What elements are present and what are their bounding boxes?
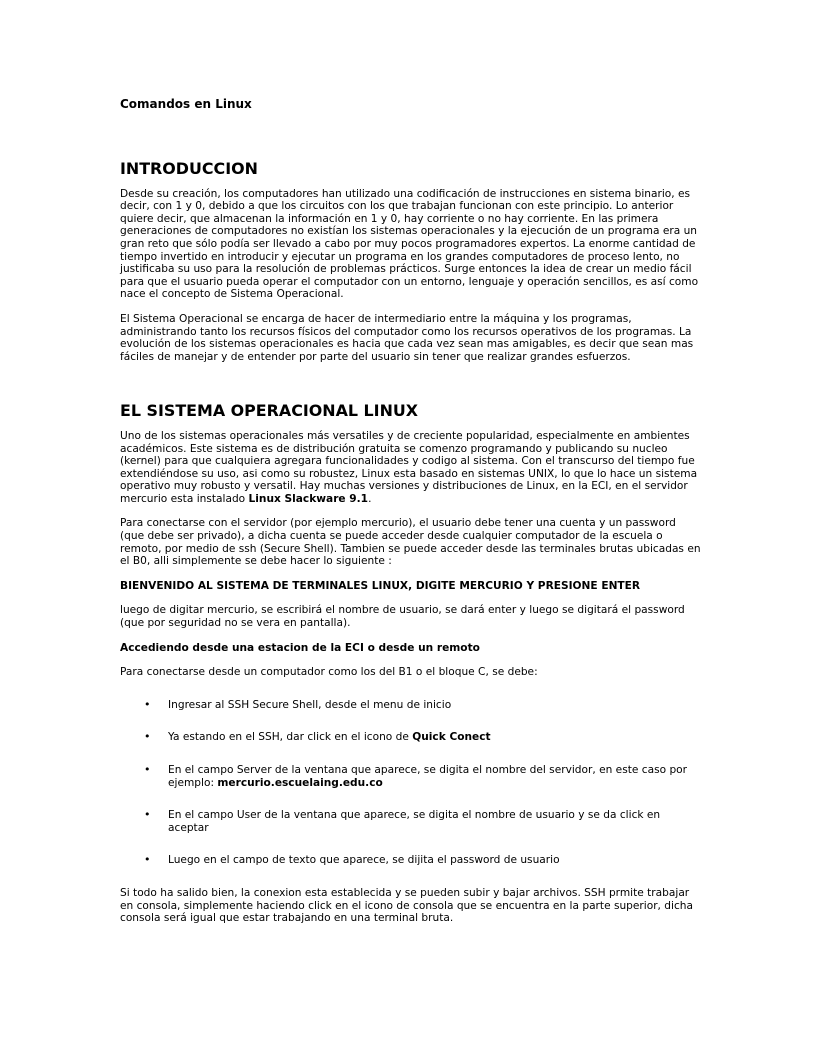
step-3-text: En el campo Server de la ventana que aparece, se digita el nombre del servidor, en este caso por ejemplo: (168, 764, 688, 789)
bullet-icon: • (144, 763, 151, 776)
list-item (120, 699, 702, 712)
list-item (120, 731, 702, 744)
linux-paragraph-1-end: . (368, 492, 372, 505)
server-hostname: mercurio.escuelaing.edu.co (217, 776, 383, 789)
quick-connect-label: Quick Conect (412, 731, 491, 744)
linux-paragraph-3: luego de digitar mercurio, se escribirá el nombre de usuario, se dará enter y luego se digitará el password (que por seguridad no se vera en pantalla). (120, 604, 685, 630)
step-5-text: Luego en el campo de texto que aparece, se dijita el password de usuario (168, 854, 560, 867)
intro-heading: INTRODUCCION (120, 159, 258, 178)
step-2-text: Ya estando en el SSH, dar click en el icono de (168, 731, 413, 744)
step-1-text: Ingresar al SSH Secure Shell, desde el menu de inicio (168, 698, 452, 711)
list-item (120, 764, 702, 789)
linux-heading: EL SISTEMA OPERACIONAL LINUX (120, 401, 419, 421)
list-item (120, 854, 702, 867)
closing-paragraph: Si todo ha salido bien, la conexion esta establecida y se pueden subir y bajar archivos. SSH prmite trabajar en consola, simplemente haciendo click en el icono de consola que se encuentra en la parte superior, dicha consola será igual que estar trabajando en una terminal bruta. (120, 886, 693, 925)
linux-paragraph-1-text: Uno de los sistemas operacionales más versatiles y de creciente popularidad, especialmente en ambientes académicos. Este sistema es de distribución gratuita se comenzo programando y publicando su nucleo (kernel) para que cualquiera agregara funcionalidades y codigo al sistema. Con el transcurso del tiempo fue extendiéndose su uso, asi como su robustez, Linux esta basado en sistemas UNIX, lo que lo hace un sistema operativo muy robusto y versatil. Hay muchas versiones y distribuciones de Linux, en la ECI, en el servidor mercurio esta instalado (120, 429, 698, 505)
terminal-welcome-message: BIENVENIDO AL SISTEMA DE TERMINALES LINUX, DIGITE MERCURIO Y PRESIONE ENTER (120, 579, 641, 592)
step-4-text: En el campo User de la ventana que aparece, se digita el nombre de usuario y se da click en aceptar (168, 809, 661, 834)
document-page (120, 97, 702, 925)
steps-list (120, 699, 702, 867)
bullet-icon: • (144, 730, 151, 744)
linux-paragraph-4: Para conectarse desde un computador como los del B1 o el bloque C, se debe: (120, 666, 538, 679)
list-item (120, 809, 702, 834)
linux-paragraph-1 (120, 430, 702, 506)
document-title: Comandos en Linux (120, 97, 252, 111)
remote-access-heading: Accediendo desde una estacion de la ECI o desde un remoto (120, 641, 480, 654)
intro-paragraph-2: El Sistema Operacional se encarga de hacer de intermediario entre la máquina y los programas, administrando tanto los recursos físicos del computador como los recursos operativos de los programas. La evolución de los sistemas operacionales es hacia que cada vez sean mas amigables, es decir que sean mas fáciles de manejar y de entender por parte del usuario sin tener que realizar grandes esfuerzos. (120, 312, 694, 363)
bullet-icon: • (144, 853, 151, 867)
intro-paragraph-1: Desde su creación, los computadores han utilizado una codificación de instrucciones en sistema binario, es decir, con 1 y 0, debido a que los circuitos con los que trabajan funcionan con este principio. Lo anterior quiere decir, que almacenan la información en 1 y 0, hay corriente o no hay corriente. En las primera generaciones de computadores no existían los sistemas operacionales y la ejecución de un programa era un gran reto que sólo podía ser llevado a cabo por muy pocos programadores expertos. La enorme cantidad de tiempo invertido en introducir y ejecutar un programa en los grandes computadores de proceso lento, no justificaba su uso para la resolución de problemas prácticos. Surge entonces la idea de crear un medio fácil para que el usuario pueda operar el computador con un entorno, lenguaje y operación sencillos, es así como nace el concepto de Sistema Operacional. (120, 187, 699, 301)
bullet-icon: • (144, 808, 151, 822)
bullet-icon: • (144, 697, 151, 711)
linux-paragraph-2: Para conectarse con el servidor (por ejemplo mercurio), el usuario debe tener una cuenta y un password (que debe ser privado), a dicha cuenta se puede acceder desde cualquier computador de la escuela o remoto, por medio de ssh (Secure Shell). Tambien se puede acceder desde las terminales brutas ubicadas en el B0, alli simplemente se debe hacer lo siguiente : (120, 517, 701, 568)
slackware-version: Linux Slackware 9.1 (248, 492, 369, 505)
